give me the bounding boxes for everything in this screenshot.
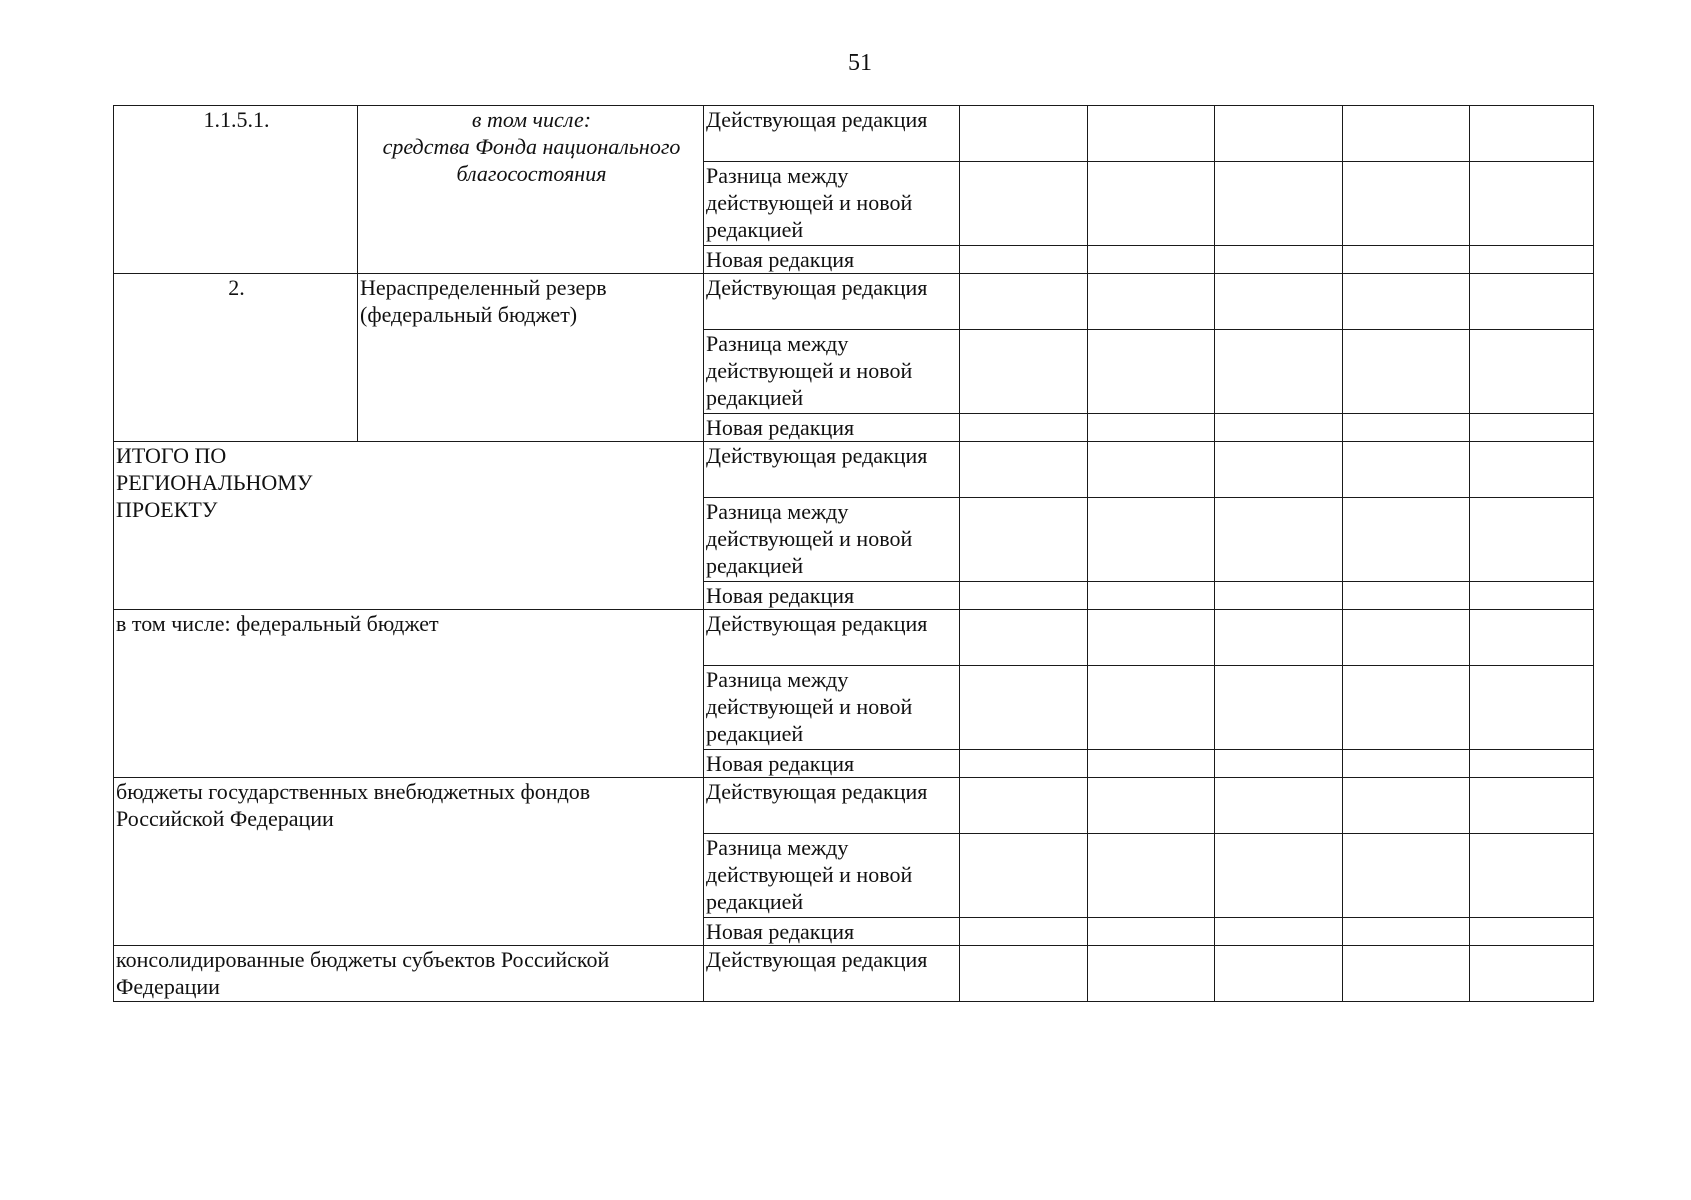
value-cell[interactable] bbox=[1088, 610, 1215, 666]
row-title bbox=[358, 106, 704, 274]
page-number: 51 bbox=[848, 50, 872, 76]
edition-difference bbox=[704, 834, 960, 918]
edition-difference-line: действующей и новой bbox=[706, 190, 913, 215]
value-cell[interactable] bbox=[1215, 330, 1343, 414]
value-cell[interactable] bbox=[1343, 162, 1470, 246]
row-title bbox=[114, 946, 704, 1002]
edition-new: Новая редакция bbox=[704, 750, 960, 778]
value-cell[interactable] bbox=[1470, 750, 1594, 778]
value-cell[interactable] bbox=[1343, 778, 1470, 834]
edition-difference bbox=[704, 666, 960, 750]
edition-difference-line: редакцией bbox=[706, 721, 804, 746]
table-row bbox=[114, 610, 1594, 666]
value-cell[interactable] bbox=[960, 106, 1088, 162]
value-cell[interactable] bbox=[1088, 582, 1215, 610]
value-cell[interactable] bbox=[1470, 106, 1594, 162]
edition-difference-line: редакцией bbox=[706, 385, 804, 410]
value-cell[interactable] bbox=[1215, 582, 1343, 610]
value-cell[interactable] bbox=[960, 498, 1088, 582]
table-row bbox=[114, 946, 1594, 1002]
value-cell[interactable] bbox=[1215, 834, 1343, 918]
value-cell[interactable] bbox=[1470, 498, 1594, 582]
row-title-line: в том числе: федеральный бюджет bbox=[116, 611, 439, 636]
value-cell[interactable] bbox=[1343, 106, 1470, 162]
value-cell[interactable] bbox=[1215, 778, 1343, 834]
value-cell[interactable] bbox=[1215, 750, 1343, 778]
row-title-line: Российской Федерации bbox=[116, 806, 334, 831]
value-cell[interactable] bbox=[1343, 330, 1470, 414]
value-cell[interactable] bbox=[1088, 778, 1215, 834]
value-cell[interactable] bbox=[1343, 666, 1470, 750]
value-cell[interactable] bbox=[1088, 498, 1215, 582]
value-cell[interactable] bbox=[1470, 442, 1594, 498]
table-row bbox=[114, 778, 1594, 834]
value-cell[interactable] bbox=[1470, 946, 1594, 1002]
edition-new: Новая редакция bbox=[704, 414, 960, 442]
value-cell[interactable] bbox=[1343, 582, 1470, 610]
value-cell[interactable] bbox=[1343, 274, 1470, 330]
value-cell[interactable] bbox=[1470, 330, 1594, 414]
value-cell[interactable] bbox=[1088, 442, 1215, 498]
value-cell[interactable] bbox=[1470, 246, 1594, 274]
value-cell[interactable] bbox=[1088, 946, 1215, 1002]
value-cell[interactable] bbox=[1088, 246, 1215, 274]
value-cell[interactable] bbox=[960, 442, 1088, 498]
value-cell[interactable] bbox=[1470, 414, 1594, 442]
value-cell[interactable] bbox=[960, 162, 1088, 246]
value-cell[interactable] bbox=[1215, 274, 1343, 330]
value-cell[interactable] bbox=[1215, 666, 1343, 750]
row-title bbox=[114, 778, 704, 946]
edition-difference bbox=[704, 330, 960, 414]
row-title-line: благосостояния bbox=[456, 161, 607, 186]
edition-difference-line: действующей и новой bbox=[706, 694, 913, 719]
value-cell[interactable] bbox=[1215, 498, 1343, 582]
value-cell[interactable] bbox=[960, 750, 1088, 778]
value-cell[interactable] bbox=[1470, 918, 1594, 946]
value-cell[interactable] bbox=[1343, 414, 1470, 442]
value-cell[interactable] bbox=[1470, 778, 1594, 834]
edition-new: Новая редакция bbox=[704, 246, 960, 274]
value-cell[interactable] bbox=[1088, 834, 1215, 918]
edition-current: Действующая редакция bbox=[704, 274, 960, 330]
value-cell[interactable] bbox=[960, 610, 1088, 666]
value-cell[interactable] bbox=[1215, 610, 1343, 666]
edition-new: Новая редакция bbox=[704, 582, 960, 610]
value-cell[interactable] bbox=[1343, 834, 1470, 918]
value-cell[interactable] bbox=[1215, 246, 1343, 274]
value-cell[interactable] bbox=[1470, 834, 1594, 918]
row-title-line: (федеральный бюджет) bbox=[360, 302, 578, 327]
row-title-line: в том числе: bbox=[471, 107, 592, 132]
value-cell[interactable] bbox=[1343, 498, 1470, 582]
value-cell[interactable] bbox=[1088, 162, 1215, 246]
value-cell[interactable] bbox=[960, 918, 1088, 946]
edition-difference-line: действующей и новой bbox=[706, 526, 913, 551]
value-cell[interactable] bbox=[1470, 666, 1594, 750]
value-cell[interactable] bbox=[1215, 918, 1343, 946]
value-cell[interactable] bbox=[1088, 750, 1215, 778]
value-cell[interactable] bbox=[1088, 106, 1215, 162]
edition-difference-line: редакцией bbox=[706, 553, 804, 578]
value-cell[interactable] bbox=[960, 946, 1088, 1002]
edition-current: Действующая редакция bbox=[704, 778, 960, 834]
row-title-line: ПРОЕКТУ bbox=[116, 497, 218, 522]
row-title-line: средства Фонда национального bbox=[382, 134, 681, 159]
value-cell[interactable] bbox=[1215, 946, 1343, 1002]
edition-difference-line: Разница между bbox=[706, 835, 849, 860]
row-title bbox=[358, 274, 704, 442]
value-cell[interactable] bbox=[1088, 330, 1215, 414]
edition-difference bbox=[704, 498, 960, 582]
value-cell[interactable] bbox=[1088, 666, 1215, 750]
value-cell[interactable] bbox=[1215, 106, 1343, 162]
edition-difference-line: действующей и новой bbox=[706, 358, 913, 383]
value-cell[interactable] bbox=[1088, 918, 1215, 946]
row-title bbox=[114, 610, 704, 778]
value-cell[interactable] bbox=[960, 778, 1088, 834]
value-cell[interactable] bbox=[960, 666, 1088, 750]
value-cell[interactable] bbox=[960, 274, 1088, 330]
table-row bbox=[114, 274, 1594, 330]
edition-difference-line: Разница между bbox=[706, 331, 849, 356]
value-cell[interactable] bbox=[960, 414, 1088, 442]
row-number: 1.1.5.1. bbox=[114, 106, 358, 274]
value-cell[interactable] bbox=[1343, 442, 1470, 498]
edition-current: Действующая редакция bbox=[704, 106, 960, 162]
row-title-line: ИТОГО ПО bbox=[116, 443, 227, 468]
row-number: 2. bbox=[114, 274, 358, 442]
value-cell[interactable] bbox=[1343, 750, 1470, 778]
value-cell[interactable] bbox=[1215, 442, 1343, 498]
edition-current: Действующая редакция bbox=[704, 946, 960, 1002]
value-cell[interactable] bbox=[1215, 414, 1343, 442]
value-cell[interactable] bbox=[960, 834, 1088, 918]
value-cell[interactable] bbox=[1343, 246, 1470, 274]
value-cell[interactable] bbox=[1088, 414, 1215, 442]
edition-difference-line: редакцией bbox=[706, 889, 804, 914]
value-cell[interactable] bbox=[1088, 274, 1215, 330]
edition-difference-line: Разница между bbox=[706, 163, 849, 188]
row-title-line: РЕГИОНАЛЬНОМУ bbox=[116, 470, 313, 495]
edition-current: Действующая редакция bbox=[704, 610, 960, 666]
row-title-line: Федерации bbox=[116, 974, 220, 999]
value-cell[interactable] bbox=[1343, 610, 1470, 666]
row-title-line: Нераспределенный резерв bbox=[360, 275, 607, 300]
edition-difference-line: редакцией bbox=[706, 217, 804, 242]
table-row bbox=[114, 106, 1594, 162]
value-cell[interactable] bbox=[1470, 610, 1594, 666]
edition-difference-line: Разница между bbox=[706, 499, 849, 524]
value-cell[interactable] bbox=[1470, 274, 1594, 330]
edition-current: Действующая редакция bbox=[704, 442, 960, 498]
budget-table bbox=[113, 105, 1594, 1002]
value-cell[interactable] bbox=[1470, 582, 1594, 610]
value-cell[interactable] bbox=[960, 330, 1088, 414]
edition-difference-line: Разница между bbox=[706, 667, 849, 692]
edition-new: Новая редакция bbox=[704, 918, 960, 946]
row-title-line: бюджеты государственных внебюджетных фондов bbox=[116, 779, 591, 804]
value-cell[interactable] bbox=[1470, 162, 1594, 246]
value-cell[interactable] bbox=[1343, 946, 1470, 1002]
value-cell[interactable] bbox=[1343, 918, 1470, 946]
table-row bbox=[114, 442, 1594, 498]
edition-difference bbox=[704, 162, 960, 246]
value-cell[interactable] bbox=[960, 582, 1088, 610]
value-cell[interactable] bbox=[960, 246, 1088, 274]
edition-difference-line: действующей и новой bbox=[706, 862, 913, 887]
row-title-line: консолидированные бюджеты субъектов Российской bbox=[116, 947, 610, 972]
value-cell[interactable] bbox=[1215, 162, 1343, 246]
row-title bbox=[114, 442, 704, 610]
